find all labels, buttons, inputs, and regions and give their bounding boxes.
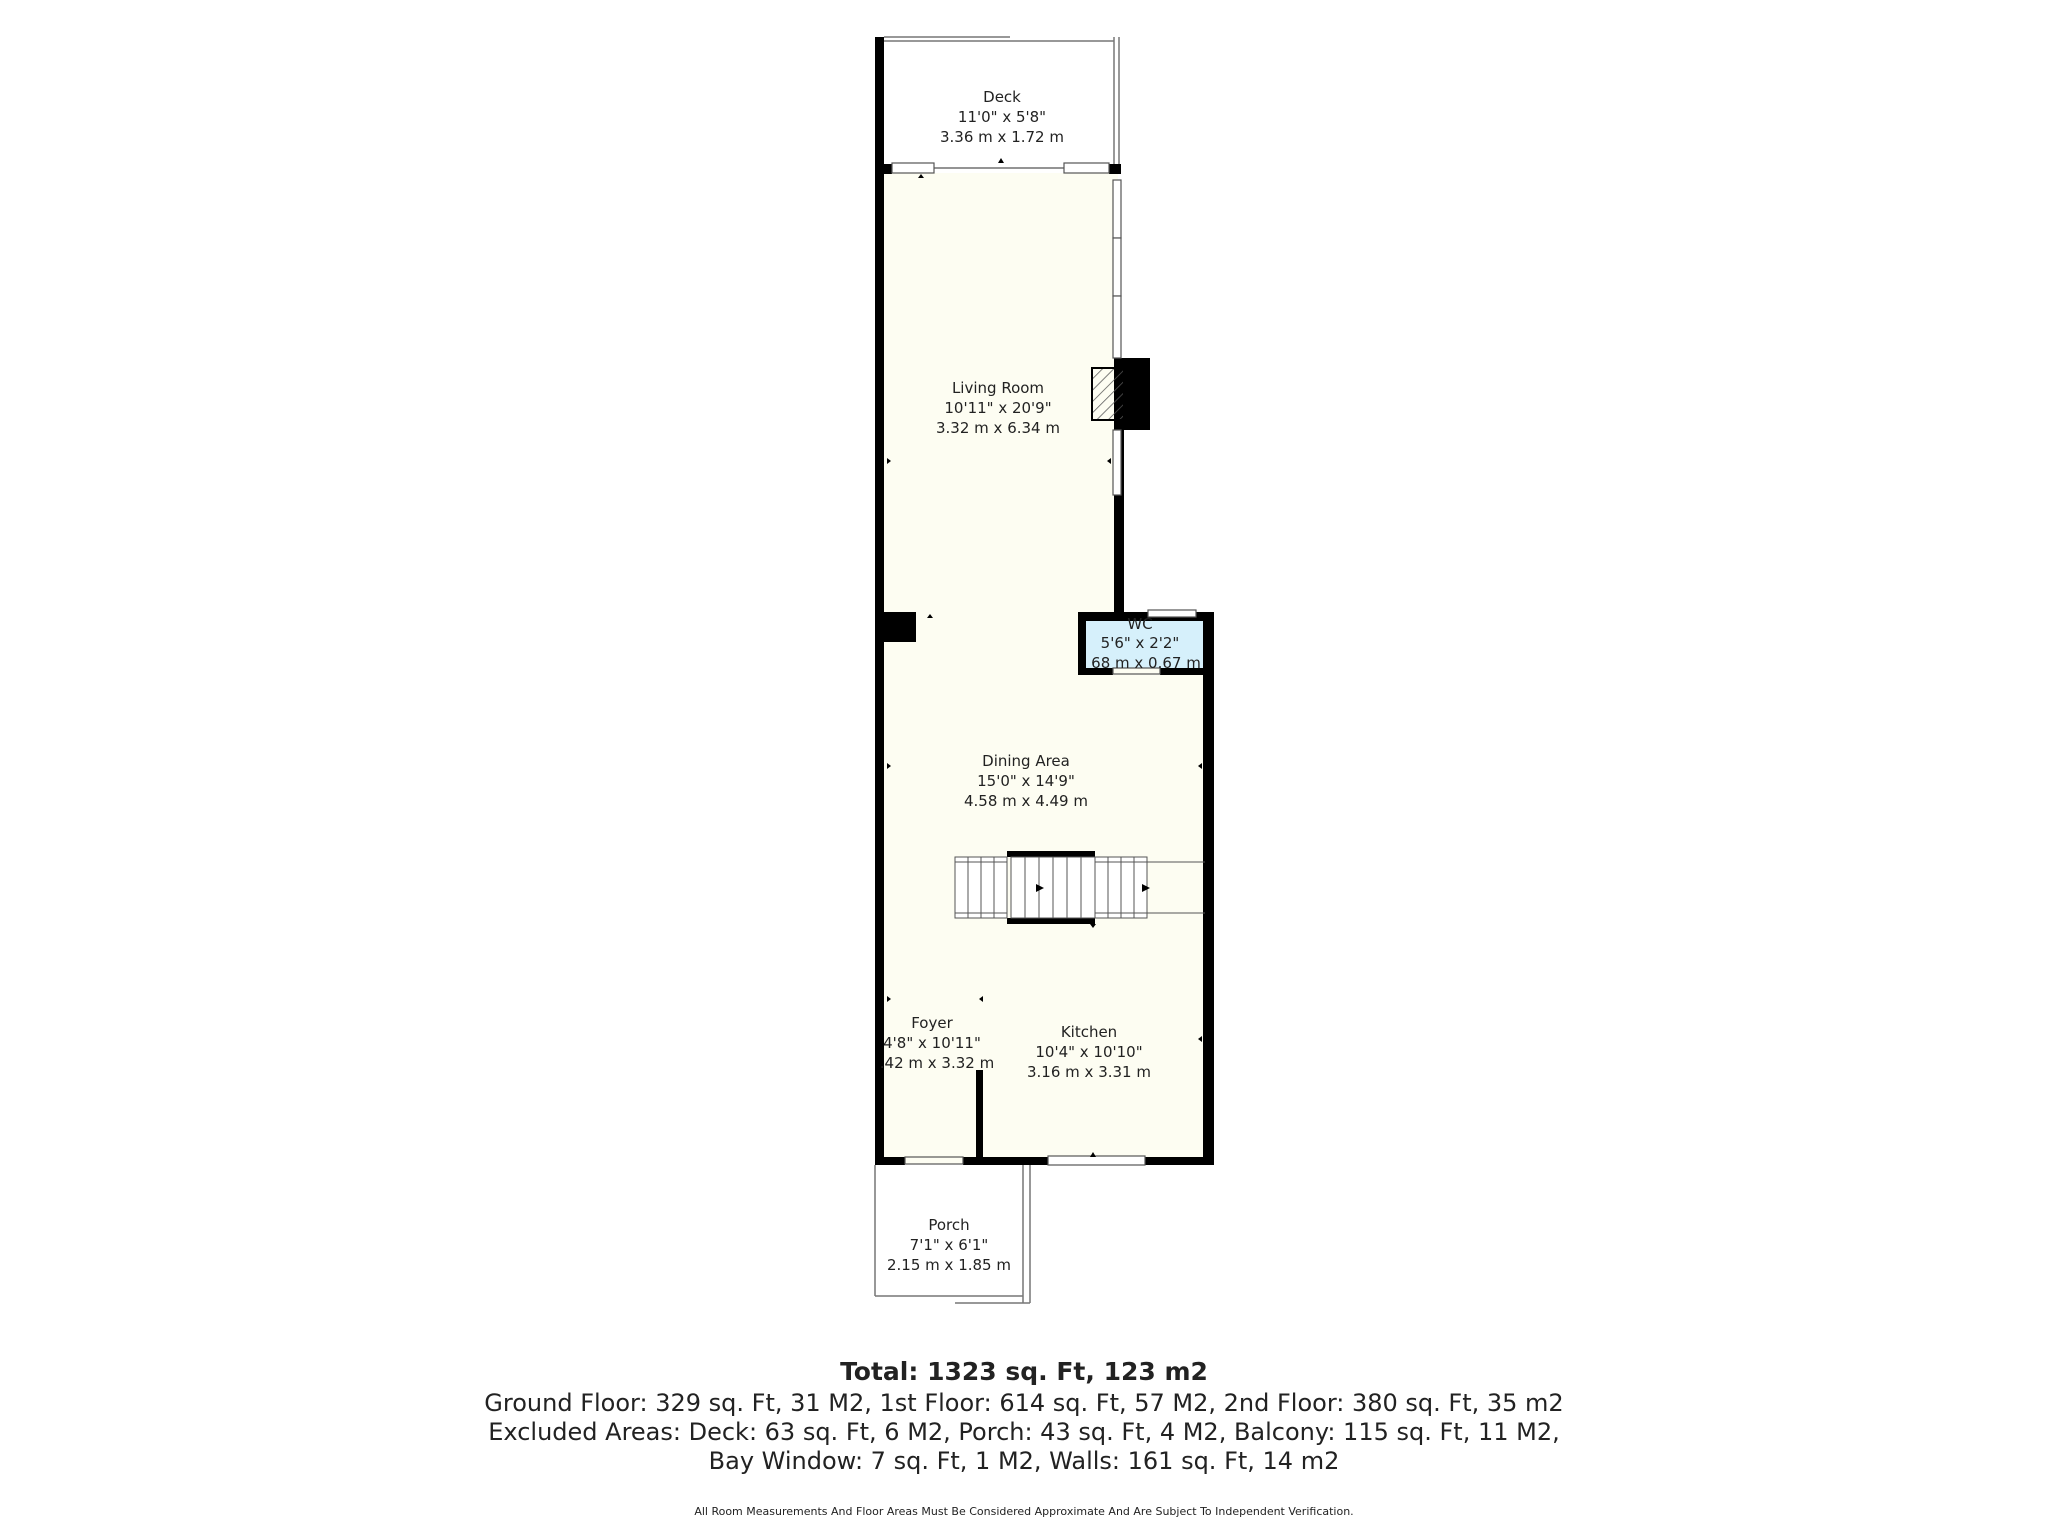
porch-name: Porch (928, 1216, 970, 1234)
deck-metric: 3.36 m x 1.72 m (940, 128, 1064, 146)
living-room-imperial: 10'11" x 20'9" (944, 399, 1052, 417)
wc-imperial: 5'6" x 2'2" (1100, 634, 1180, 652)
deck-wall-left (884, 164, 892, 174)
wc-window (1148, 610, 1196, 617)
bottom-wall-left (875, 1157, 905, 1165)
stair-wall-bottom (1007, 918, 1095, 924)
porch-imperial: 7'1" x 6'1" (909, 1236, 989, 1254)
wc-name: WC (1127, 615, 1153, 633)
dining-area-name: Dining Area (982, 752, 1070, 770)
bay-window-walls-line: Bay Window: 7 sq. Ft, 1 M2, Walls: 161 sq. Ft, 14 m2 (708, 1447, 1340, 1475)
wc-metric: 68 m x 0.67 m (1091, 654, 1201, 672)
deck-wall-right (1109, 164, 1121, 174)
dining-area-metric: 4.58 m x 4.49 m (964, 792, 1088, 810)
living-room-metric: 3.32 m x 6.34 m (936, 419, 1060, 437)
kitchen-metric: 3.16 m x 3.31 m (1027, 1063, 1151, 1081)
bay-window-pane-3 (1113, 296, 1121, 358)
porch-metric: 2.15 m x 1.85 m (887, 1256, 1011, 1274)
fireplace-hatch (1092, 368, 1124, 420)
kitchen-name: Kitchen (1060, 1023, 1118, 1041)
wc-left-wall (1078, 612, 1086, 673)
bay-window-pane-1 (1113, 180, 1121, 238)
foyer-partition (976, 1070, 983, 1160)
foyer-metric: .42 m x 3.32 m (879, 1054, 995, 1072)
front-door (905, 1157, 963, 1164)
living-room-name: Living Room (951, 379, 1045, 397)
kitchen-window (1048, 1156, 1145, 1165)
living-window-lower (1113, 430, 1121, 495)
pillar-block (884, 612, 916, 642)
bottom-wall-mid (963, 1157, 1048, 1165)
stair-wall-top (1007, 851, 1095, 857)
dining-area-imperial: 15'0" x 14'9" (977, 772, 1075, 790)
excluded-areas-line: Excluded Areas: Deck: 63 sq. Ft, 6 M2, Porch: 43 sq. Ft, 4 M2, Balcony: 115 sq. Ft, 11 M2, (488, 1418, 1560, 1446)
deck-name: Deck (983, 88, 1021, 106)
bay-window-pane-2 (1113, 238, 1121, 296)
foyer-imperial: 4'8" x 10'11" (883, 1034, 981, 1052)
foyer-name: Foyer (911, 1014, 953, 1032)
left-exterior-wall (875, 37, 884, 1161)
total-area: Total: 1323 sq. Ft, 123 m2 (840, 1357, 1208, 1386)
deck-door-right-pane (1064, 163, 1109, 173)
right-exterior-wall (1203, 612, 1214, 1161)
deck-imperial: 11'0" x 5'8" (957, 108, 1047, 126)
floor-areas-line: Ground Floor: 329 sq. Ft, 31 M2, 1st Floor: 614 sq. Ft, 57 M2, 2nd Floor: 380 sq. Ft, 35 m2 (484, 1389, 1564, 1417)
kitchen-imperial: 10'4" x 10'10" (1035, 1043, 1143, 1061)
bottom-wall-right (1145, 1157, 1214, 1165)
porch-outline (875, 1165, 1030, 1303)
deck-door-left-pane (892, 163, 934, 173)
disclaimer: All Room Measurements And Floor Areas Must Be Considered Approximate And Are Subject To Independent Verification. (694, 1505, 1354, 1518)
